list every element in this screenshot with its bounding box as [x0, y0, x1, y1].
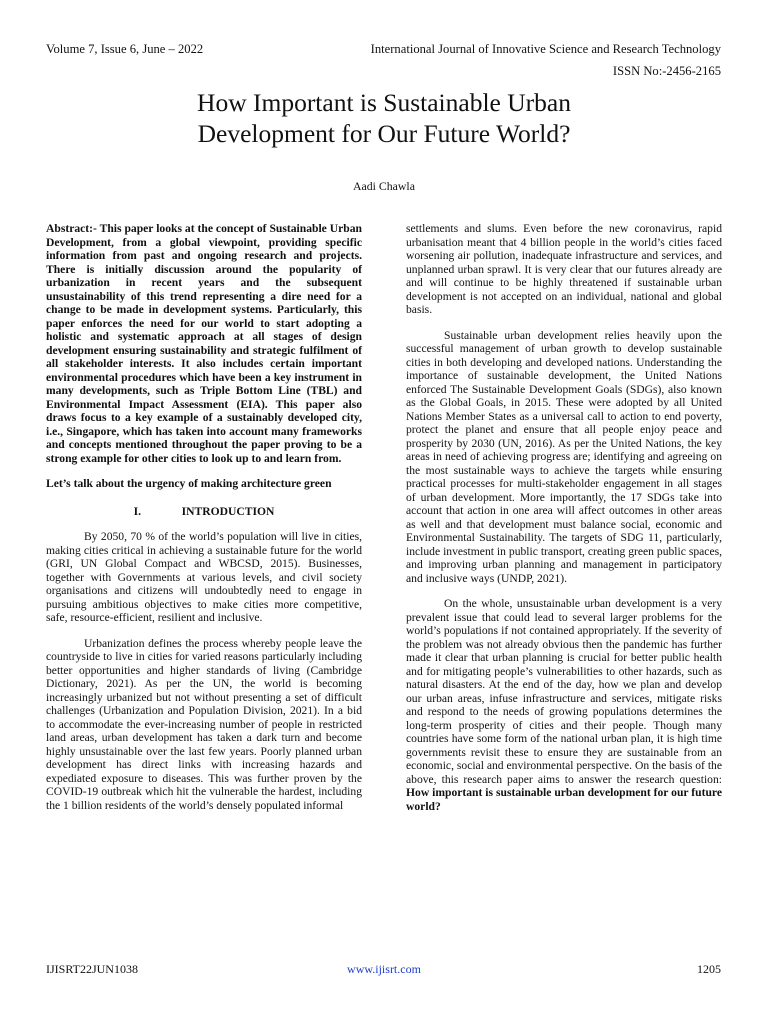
- section-title: INTRODUCTION: [181, 504, 275, 518]
- paper-title: [0, 87, 768, 149]
- page-number: 1205: [697, 962, 721, 976]
- intro-paragraph-1: By 2050, 70 % of the world’s population will live in cities, making cities critical in achieving a sustainable future for the world (GRI, UN Global Compact and WBCSD, 2015). Businesses, together with Governments at various levels, and civil society organisations and citizens will undoubtedly need to engage in pursuing ambitious objectives to make cities more competitive, safe, resource-efficient, resilient and inclusive.: [46, 530, 362, 624]
- footer-website: [0, 962, 768, 977]
- issn-number: ISSN No:-2456-2165: [612, 64, 721, 78]
- journal-name: International Journal of Innovative Science and Research Technology: [370, 42, 721, 56]
- website-link[interactable]: www.ijisrt.com: [347, 962, 421, 976]
- title-line-2: Development for Our Future World?: [197, 119, 571, 148]
- intro-paragraph-4: [406, 597, 722, 813]
- intro-paragraph-2: Urbanization defines the process whereby people leave the countryside to live in cities for varied reasons particularly including better opportunities and higher standards of living (Cambridge Dictionary, 2021). As per the UN, the world is becoming increasingly urbanized but not without presenting a set of difficult challenges (Urbanization and Population Division, 2021). In a bid to accommodate the ever-increasing number of people in restricted land areas, urban development has taken a dark turn and become highly unsustainable over the last few years. Poorly planned urban development has direct links with increasing hazards and expediated exposure to diseases. This was further proven by the COVID-19 outbreak which hit the vulnerable the hardest, including the 1 billion residents of the world’s densely populated informal: [46, 636, 362, 812]
- subheading: Let’s talk about the urgency of making architecture green: [46, 477, 332, 490]
- research-question: How important is sustainable urban development for our future world?: [406, 786, 722, 813]
- volume-issue: Volume 7, Issue 6, June – 2022: [46, 42, 204, 56]
- intro-paragraph-continued: settlements and slums. Even before the new coronavirus, rapid urbanisation meant that 4 billion people in the world’s cities faced worsening air pollution, inadequate infrastructure and services, and unplanned urban sprawl. It is very clear that our futures already are and will continue to be highly threatened if sustainable urban development is not accepted on an individual, national and global basis.: [406, 222, 722, 316]
- section-heading: [46, 505, 362, 519]
- author-name: Aadi Chawla: [353, 179, 415, 193]
- title-line-1: How Important is Sustainable Urban: [197, 88, 571, 117]
- section-number: I.: [133, 504, 142, 518]
- abstract: Abstract:- This paper looks at the concept of Sustainable Urban Development, from a global viewpoint, providing specific information from past and ongoing research and projects. There is initially discussion around the popularity of urbanization in recent years and the subsequent unsustainability of this trend representing a dire need for a change to be made in development systems. Particularly, this paper enforces the need for our world to start adopting a holistic and systematic approach at all stages of design development ensuring sustainability and strategic fulfilment of all stakeholder interests. It also includes certain important environmental procedures which have been a key instrument in many developments, such as Triple Bottom Line (TBL) and Environmental Impact Assessment (EIA). This paper also draws focus to a key example of a sustainably developed city, i.e., Singapore, which has taken into account many frameworks and concepts mentioned throughout the paper proving to be a strong example for other cities to look up to and learn from.: [46, 222, 362, 465]
- right-column: [406, 222, 722, 813]
- paper-id: IJISRT22JUN1038: [46, 962, 138, 976]
- intro-paragraph-3: Sustainable urban development relies heavily upon the successful management of urban growth to develop sustainable cities in both developing and developed nations. Understanding the importance of sustainable development, the United Nations enforced The Sustainable Development Goals (SDGs), also known as the Global Goals, in 2015. These were adopted by all United Nations Member States as a universal call to action to end poverty, protect the planet and ensure that all people enjoy peace and prosperity by 2030 (UN, 2016). As per the United Nations, the key areas in need of achieving progress are; identifying and agreeing on the most sustainable ways to achieve the targets while ensuring practical processes for multi-stakeholder engagement in all stages of urban development. More importantly, the 17 SDGs take into account that action in one area will affect outcomes in other areas as well and that development must balance social, economic and Environmental Sustainability. The targets of SDG 11, particularly, include investment in public transport, creating green public spaces, and improving urban planning and management in participatory and inclusive ways (UNDP, 2021).: [406, 328, 722, 585]
- paragraph-4-text: On the whole, unsustainable urban development is a very prevalent issue that could lead to several larger problems for the world’s populations if not contained appropriately. If the severity of the problem was not already obvious then the pandemic has further made it clear that urban planning is crucial for better public health and for mitigating people’s vulnerabilities to other hazards, such as natural disasters. At the end of the day, how we plan and develop our urban areas, infuse infrastructure and services, mitigate risks and respond to the needs of growing populations determines the long-term prosperity of cities and their people. Though many countries have some form of the national urban plan, it is high time governments revisit these to ensure they are sustainable from an economic, social and environmental perspective. On the basis of the above, this research paper aims to answer the research question:: [406, 597, 722, 786]
- left-column: [46, 222, 362, 812]
